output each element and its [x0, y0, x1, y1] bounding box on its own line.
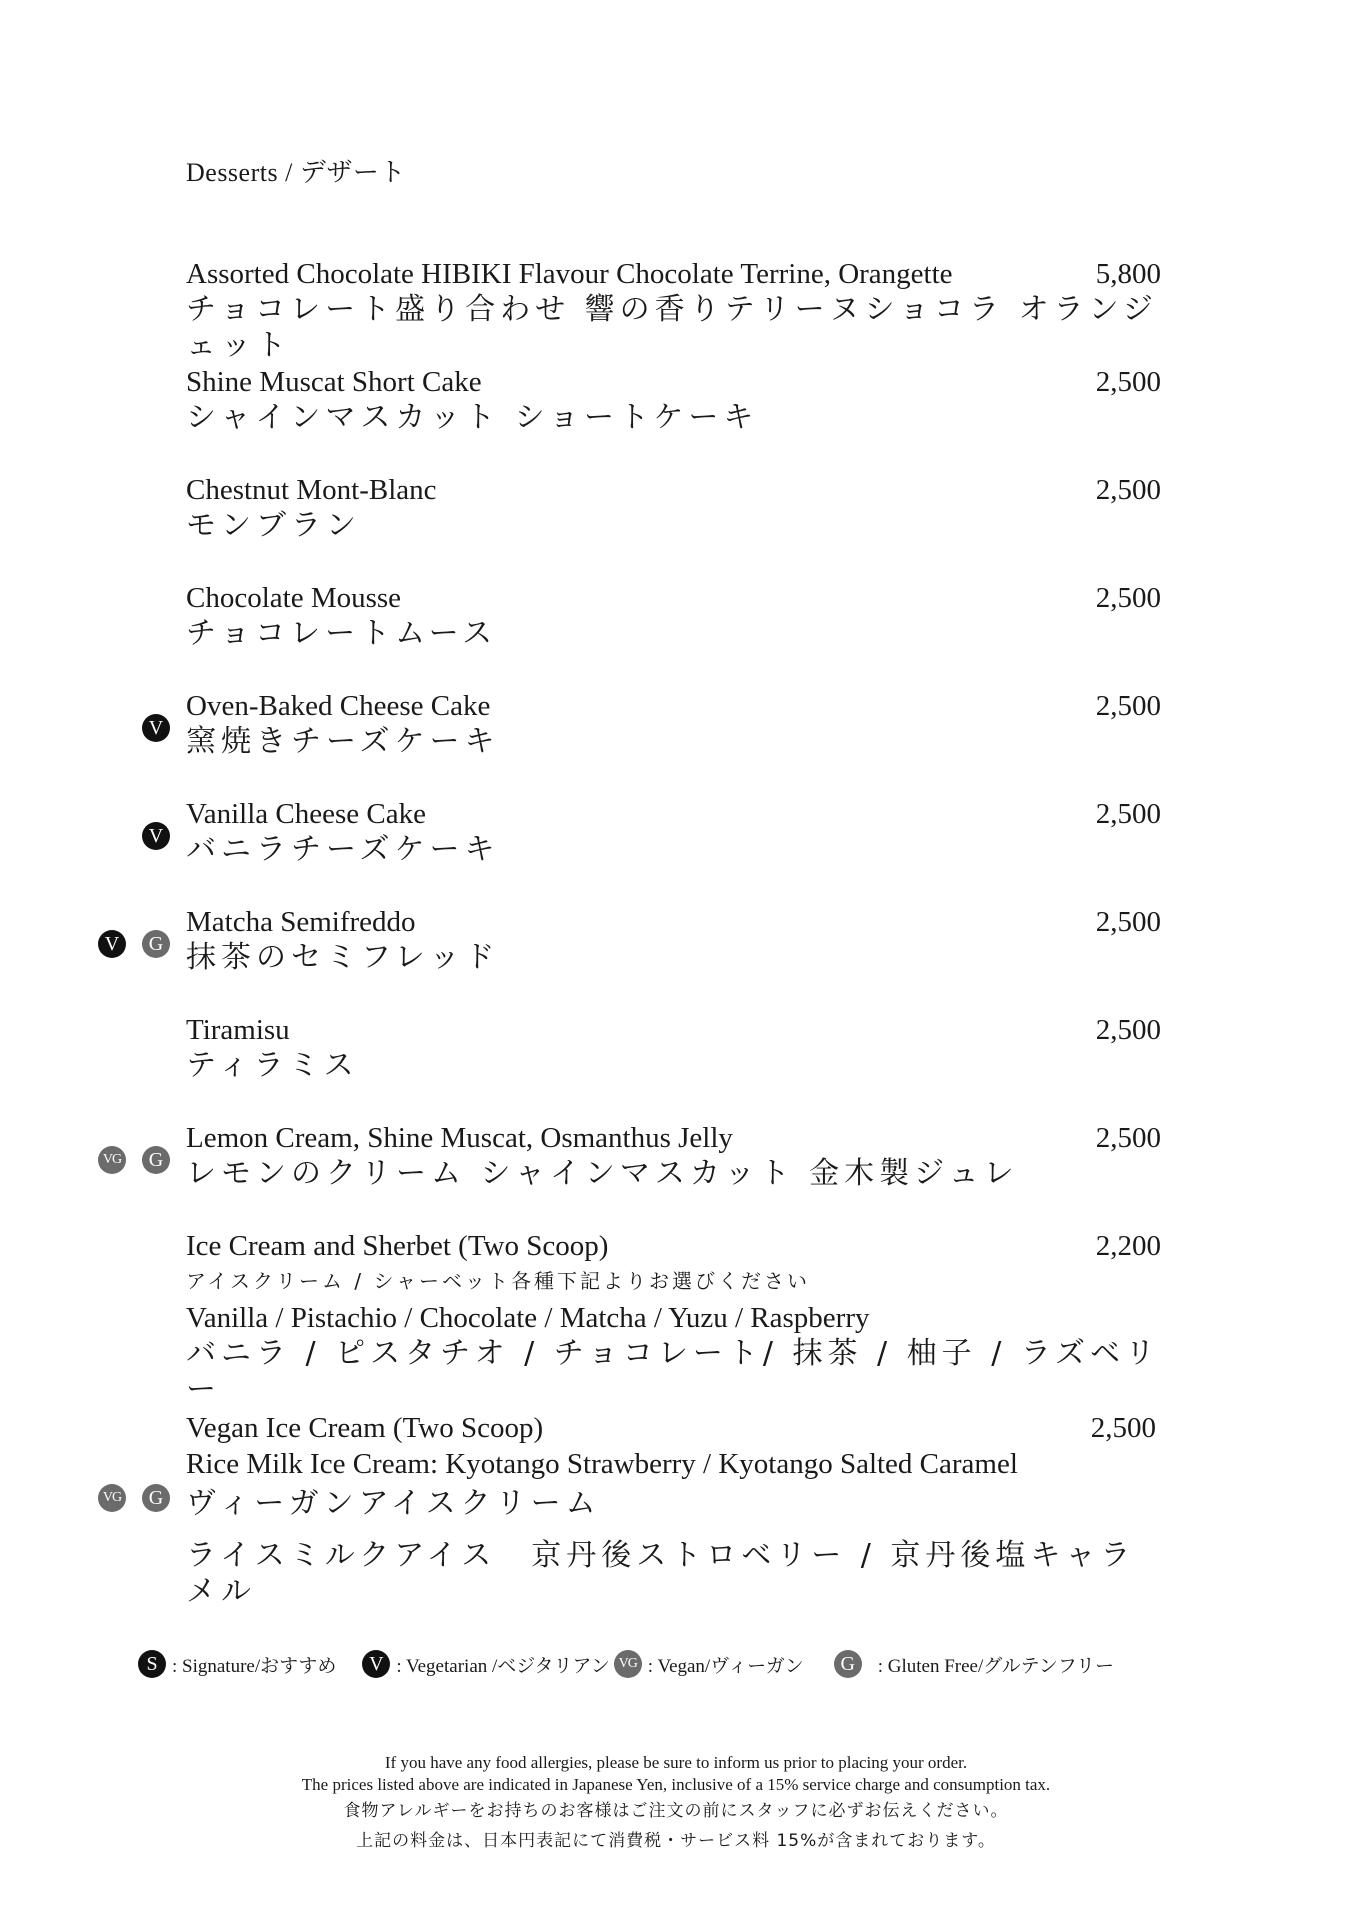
item-name-jp: チョコレート盛り合わせ 響の香りテリーヌショコラ オランジェット — [186, 292, 1158, 363]
gluten-free-badge-icon: G — [142, 1146, 170, 1174]
item-name-jp: バニラチーズケーキ — [186, 832, 500, 867]
item-name-en: Oven-Baked Cheese Cake — [186, 690, 491, 722]
item-subtitle-jp: ライスミルクアイス 京丹後ストロベリー / 京丹後塩キャラメル — [186, 1538, 1136, 1609]
signature-badge-icon: S — [138, 1650, 166, 1678]
item-name-en: Chocolate Mousse — [186, 582, 402, 614]
item-price: 2,500 — [1095, 474, 1161, 506]
dietary-badges — [98, 1146, 170, 1174]
item-name-jp: シャインマスカット ショートケーキ — [186, 400, 759, 435]
item-name-en: Ice Cream and Sherbet (Two Scoop) — [186, 1230, 609, 1262]
allergy-note-en: If you have any food allergies, please be sure to inform us prior to placing your order. — [384, 1753, 968, 1772]
menu-item — [186, 1410, 1156, 1610]
item-price: 2,500 — [1095, 1122, 1161, 1154]
item-name-jp: 抹茶のセミフレッド — [186, 940, 500, 975]
vegan-badge-icon: VG — [614, 1650, 642, 1678]
dietary-badges — [98, 1484, 170, 1512]
item-price: 5,800 — [1095, 258, 1161, 290]
menu-item — [186, 256, 1161, 364]
gluten-free-badge-icon: G — [834, 1650, 862, 1678]
item-name-en: Tiramisu — [186, 1014, 290, 1046]
menu-item — [186, 580, 1161, 652]
item-note-jp: アイスクリーム / シャーベット各種下記よりお選びください — [186, 1269, 811, 1293]
item-flavours-jp: バニラ / ピスタチオ / チョコレート/ 抹茶 / 柚子 / ラズベリー — [186, 1336, 1160, 1407]
item-price: 2,500 — [1095, 1014, 1161, 1046]
item-name-jp: ティラミス — [186, 1048, 359, 1083]
item-name-en: Lemon Cream, Shine Muscat, Osmanthus Jelly — [186, 1122, 733, 1154]
item-price: 2,500 — [1090, 1412, 1156, 1444]
dietary-badges — [98, 930, 170, 958]
menu-item — [186, 472, 1161, 544]
legend — [138, 1650, 1140, 1678]
item-name-jp: ヴィーガンアイスクリーム — [186, 1486, 601, 1521]
vegetarian-badge-icon: V — [142, 822, 170, 850]
menu-item — [186, 688, 1161, 760]
menu-item — [186, 1228, 1161, 1408]
dietary-badges — [142, 714, 170, 742]
legend-label: : Gluten Free/グルテンフリー — [877, 1655, 1114, 1677]
gluten-free-badge-icon: G — [142, 930, 170, 958]
gluten-free-badge-icon: G — [142, 1484, 170, 1512]
item-name-en: Vegan Ice Cream (Two Scoop) — [186, 1412, 544, 1444]
vegetarian-badge-icon: V — [362, 1650, 390, 1678]
item-name-jp: 窯焼きチーズケーキ — [186, 724, 500, 759]
item-name-en: Vanilla Cheese Cake — [186, 798, 426, 830]
item-price: 2,500 — [1095, 906, 1161, 938]
legend-label: : Signature/おすすめ — [172, 1655, 337, 1677]
menu-item — [186, 1012, 1161, 1084]
item-flavours-en: Vanilla / Pistachio / Chocolate / Matcha / Yuzu / Raspberry — [186, 1302, 870, 1334]
menu-item — [186, 1120, 1161, 1192]
footer-notes — [0, 1752, 1352, 1856]
menu-item — [186, 796, 1161, 868]
price-note-en: The prices listed above are indicated in Japanese Yen, inclusive of a 15% service charge and consumption tax. — [301, 1775, 1051, 1794]
item-price: 2,500 — [1095, 582, 1161, 614]
menu-item — [186, 364, 1161, 436]
item-name-en: Matcha Semifreddo — [186, 906, 416, 938]
allergy-note-jp: 食物アレルギーをお持ちのお客様はご注文の前にスタッフに必ずお伝えください。 — [343, 1801, 1009, 1821]
price-note-jp: 上記の料金は、日本円表記にて消費税・サービス料 15%が含まれております。 — [356, 1831, 996, 1851]
legend-label: : Vegetarian /ベジタリアン — [396, 1655, 610, 1677]
item-price: 2,500 — [1095, 366, 1161, 398]
item-price: 2,500 — [1095, 798, 1161, 830]
item-name-en: Chestnut Mont-Blanc — [186, 474, 437, 506]
vegetarian-badge-icon: V — [98, 930, 126, 958]
menu-item — [186, 904, 1161, 976]
item-name-en: Assorted Chocolate HIBIKI Flavour Chocolate Terrine, Orangette — [186, 258, 953, 290]
dietary-badges — [142, 822, 170, 850]
item-name-en: Shine Muscat Short Cake — [186, 366, 482, 398]
vegan-badge-icon: VG — [98, 1146, 126, 1174]
menu-heading: Desserts / デザート — [186, 158, 406, 187]
item-name-jp: モンブラン — [186, 508, 361, 543]
item-subtitle-en: Rice Milk Ice Cream: Kyotango Strawberry / Kyotango Salted Caramel — [186, 1448, 1018, 1480]
legend-label: : Vegan/ヴィーガン — [647, 1655, 804, 1677]
item-price: 2,500 — [1095, 690, 1161, 722]
item-name-jp: レモンのクリーム シャインマスカット 金木製ジュレ — [186, 1156, 1019, 1191]
vegan-badge-icon: VG — [98, 1484, 126, 1512]
vegetarian-badge-icon: V — [142, 714, 170, 742]
item-price: 2,200 — [1095, 1230, 1161, 1262]
item-name-jp: チョコレートムース — [186, 616, 498, 651]
